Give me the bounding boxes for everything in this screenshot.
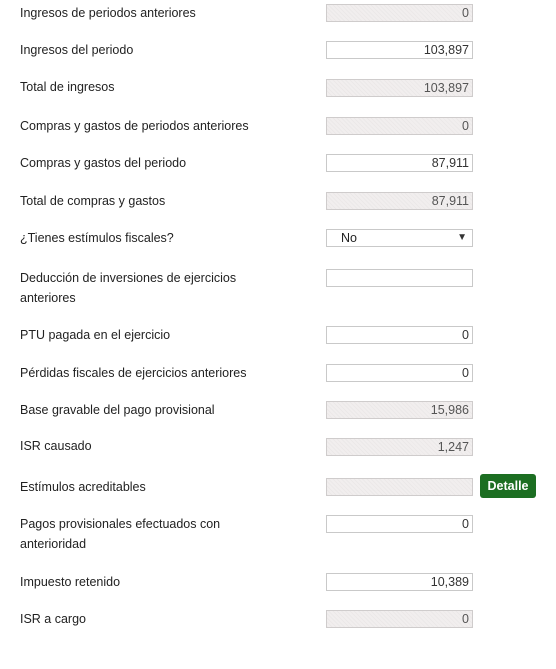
pagos-provisionales-input[interactable]: 0	[326, 515, 473, 533]
ingresos-del-periodo-input[interactable]: 103,897	[326, 41, 473, 59]
total-compras-gastos-field: 87,911	[326, 192, 473, 210]
estimulos-acreditables-field	[326, 478, 473, 496]
field-label: Ingresos de periodos anteriores	[20, 6, 196, 20]
field-label: Total de ingresos	[20, 80, 115, 94]
field-label: Compras y gastos de periodos anteriores	[20, 119, 249, 133]
detalle-button[interactable]: Detalle	[480, 474, 536, 498]
compras-gastos-periodos-anteriores-field: 0	[326, 117, 473, 135]
field-label: Pagos provisionales efectuados con anterioridad	[20, 517, 221, 551]
field-label: ¿Tienes estímulos fiscales?	[20, 231, 174, 245]
field-label: Estímulos acreditables	[20, 480, 146, 494]
field-label: Ingresos del periodo	[20, 43, 134, 57]
ptu-pagada-input[interactable]: 0	[326, 326, 473, 344]
field-label: Deducción de inversiones de ejercicios anteriores	[20, 271, 237, 305]
deduccion-inversiones-input[interactable]	[326, 269, 473, 287]
ingresos-periodos-anteriores-field: 0	[326, 4, 473, 22]
compras-gastos-del-periodo-input[interactable]: 87,911	[326, 154, 473, 172]
field-label: Compras y gastos del periodo	[20, 156, 187, 170]
field-label: Impuesto retenido	[20, 575, 121, 589]
total-de-ingresos-field: 103,897	[326, 79, 473, 97]
field-label: Pérdidas fiscales de ejercicios anteriores	[20, 366, 247, 380]
base-gravable-field: 15,986	[326, 401, 473, 419]
isr-causado-field: 1,247	[326, 438, 473, 456]
field-label: ISR causado	[20, 439, 92, 453]
select-value: No	[341, 231, 357, 245]
field-label: ISR a cargo	[20, 612, 87, 626]
field-label: Base gravable del pago provisional	[20, 403, 215, 417]
field-label: PTU pagada en el ejercicio	[20, 328, 171, 342]
field-label: Total de compras y gastos	[20, 194, 166, 208]
perdidas-fiscales-input[interactable]: 0	[326, 364, 473, 382]
dropdown-arrow-icon: ▼	[457, 232, 467, 243]
estimulos-fiscales-select[interactable]	[326, 229, 473, 247]
isr-a-cargo-field: 0	[326, 610, 473, 628]
impuesto-retenido-input[interactable]: 10,389	[326, 573, 473, 591]
